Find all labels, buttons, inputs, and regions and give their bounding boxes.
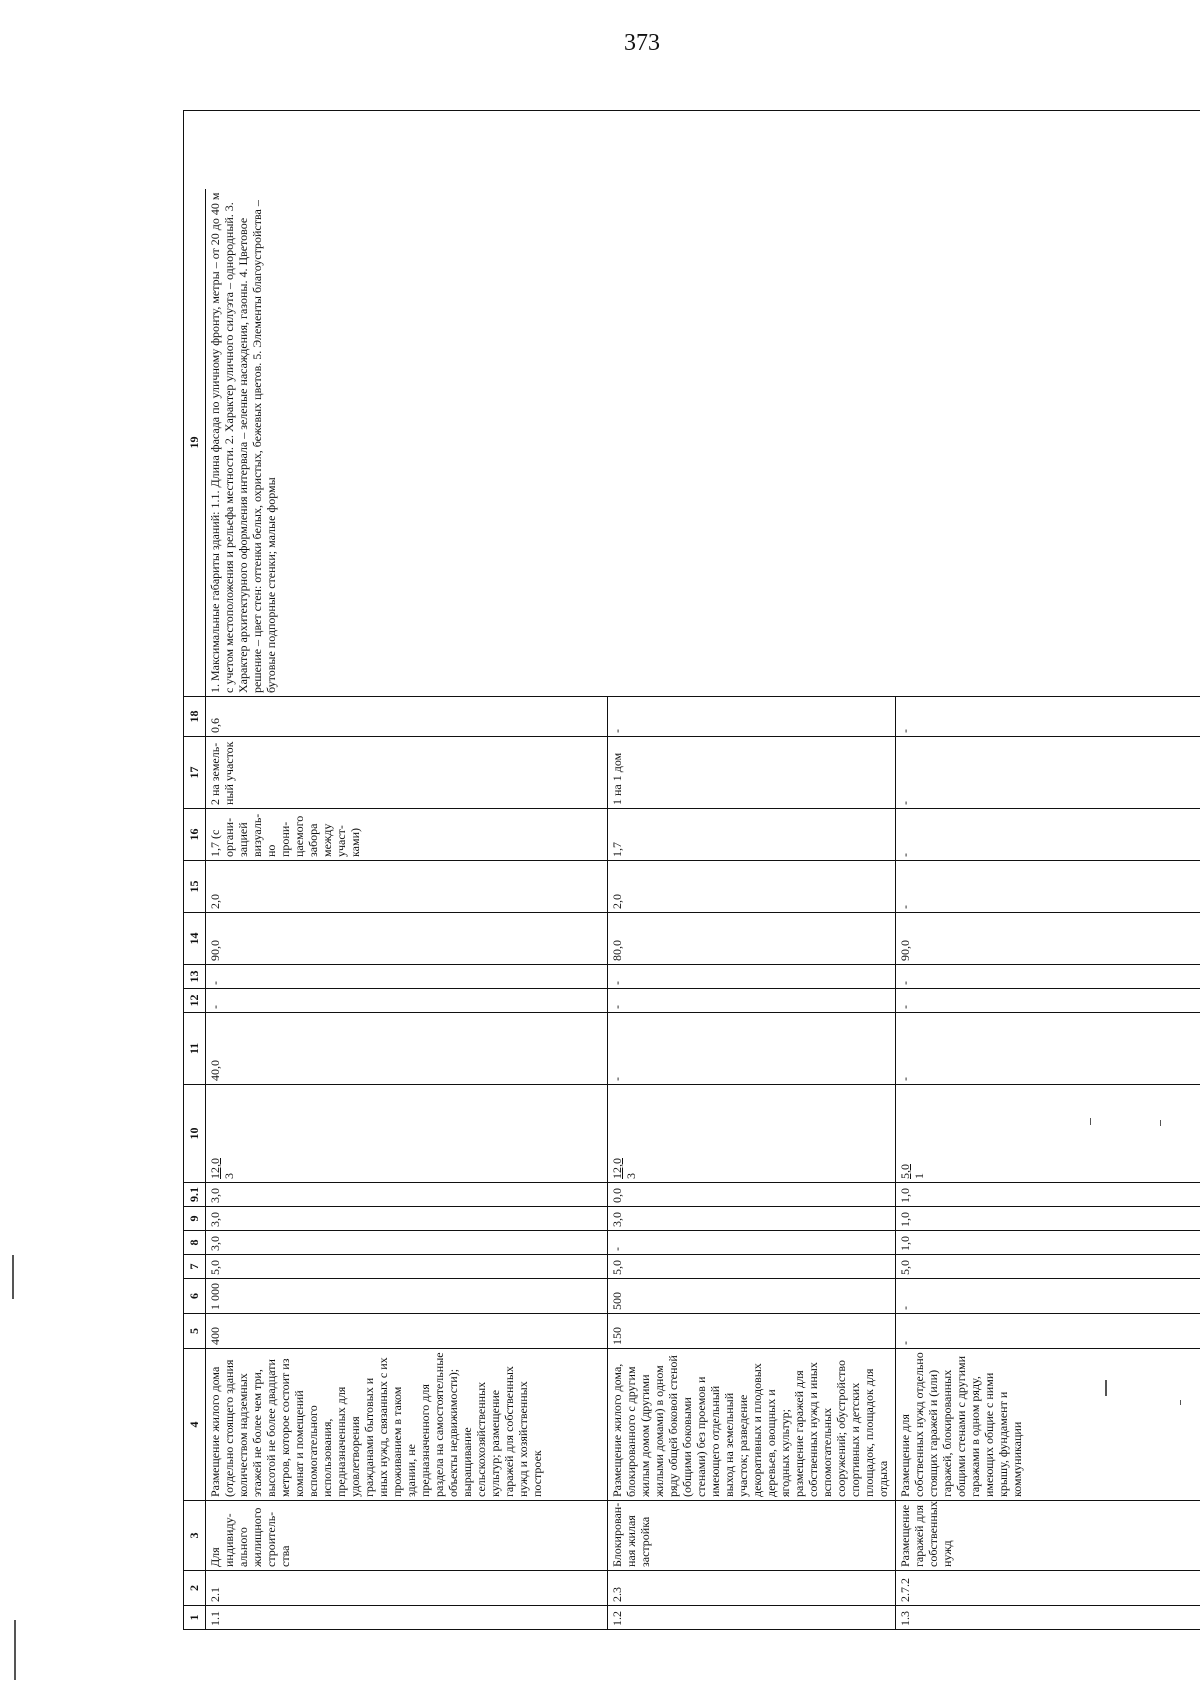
table-cell-c8: - [608, 1230, 896, 1254]
table-cell-c5: - [896, 1313, 1200, 1348]
fraction-denominator: 3 [222, 1173, 236, 1179]
header-cell: 12 [184, 988, 206, 1012]
table-cell-c1: 1.1 [206, 1605, 608, 1629]
table-cell-c2: 2.1 [206, 1570, 608, 1605]
table-cell-c17: 1 на 1 дом [608, 736, 896, 808]
table-cell-c5: 400 [206, 1313, 608, 1348]
table-cell-c7: 5,0 [206, 1254, 608, 1278]
header-cell: 15 [184, 860, 206, 912]
table-cell-c91: 3,0 [206, 1182, 608, 1206]
table-cell-c15: 2,0 [608, 860, 896, 912]
fraction-denominator: 1 [912, 1173, 926, 1179]
table-cell-c16: 1,7 [608, 808, 896, 860]
table-cell-c6: - [896, 1278, 1200, 1313]
table-cell-c9: 3,0 [608, 1206, 896, 1230]
header-cell: 2 [184, 1570, 206, 1605]
header-cell: 14 [184, 912, 206, 964]
header-cell: 7 [184, 1254, 206, 1278]
table-cell-c11: 40,0 [206, 1012, 608, 1084]
scan-artifact [12, 1255, 14, 1299]
table-cell-c3: Блокирован-ная жилая застройка [608, 1500, 896, 1570]
scan-artifact [1180, 1400, 1181, 1405]
table-cell-c13: - [608, 964, 896, 988]
table-cell-c18: - [896, 696, 1200, 736]
table-cell-c2: 2.3 [608, 1570, 896, 1605]
rotated-table [183, 110, 1200, 1630]
scan-artifact [14, 1620, 16, 1680]
table-cell-c18: 0,6 [206, 696, 608, 736]
scan-artifact [1105, 1380, 1107, 1396]
table-cell-c14: 90,0 [206, 912, 608, 964]
header-cell: 6 [184, 1278, 206, 1313]
table-cell-c4: Размещение жилого дома, блокированного с другим жилым домом (другими жилыми домами) в одном ряду общей боковой стеной (общими боковыми стенами) без проемов и имеющего отдельный выход на земельный участок; разведение декоративных и плодовых деревьев, овощных и ягодных культур; размещение гаражей для собственных нужд и иных вспомогательных сооружений; обустройство спортивных и детских площадок, площадок для отдыха [608, 1348, 896, 1500]
table-cell-c8: 3,0 [206, 1230, 608, 1254]
regulations-table [183, 110, 1200, 1630]
header-cell: 11 [184, 1012, 206, 1084]
header-cell: 13 [184, 964, 206, 988]
scan-artifact [1160, 1120, 1161, 1126]
header-cell: 3 [184, 1500, 206, 1570]
table-cell-c16: - [896, 808, 1200, 860]
table-cell-c91: 0,0 [608, 1182, 896, 1206]
table-cell-c15: - [896, 860, 1200, 912]
table-cell-c18: - [608, 696, 896, 736]
table-cell-c3: Размещение гаражей для собственных нужд [896, 1500, 1200, 1570]
table-cell-c12: - [896, 988, 1200, 1012]
header-cell: 18 [184, 696, 206, 736]
table-cell-c16: 1,7 (с органи-зацией визуаль-но прони-цаемого забора между участ-ками) [206, 808, 608, 860]
table-cell-c19-note: 1. Максимальные габариты зданий: 1.1. Длина фасада по уличному фронту, метры – от 20 до 40 м с учетом местоположения и рельефа местности. 2. Характер уличного силуэта – однородный. 3. Характер архитектурного оформления интервала – зеленые насаждения, газоны. 4. Цветовое решение – цвет стен: оттенки белых, охристых, бежевых цветов. 5. Элементы благоустройства – бутовые подпорные стенки; малые формы [208, 192, 278, 693]
table-cell-c4: Размещение жилого дома (отдельно стоящего здания количеством надземных этажей не более чем три, высотой не более двадцати метров, которое состоит из комнат и помещений вспомогательного использования, предназначенных для удовлетворения гражданами бытовых и иных нужд, связанных с их проживанием в таком здании, не предназначенного для раздела на самостоятельные объекты недвижимости); выращивание сельскохозяйственных культур; размещение гаражей для собственных нужд и хозяйственных построек [206, 1348, 608, 1500]
header-cell: 19 [184, 189, 206, 696]
header-cell: 8 [184, 1230, 206, 1254]
table-cell-c91: 1,0 [896, 1182, 1200, 1206]
table-cell-c14: 90,0 [896, 912, 1200, 964]
page-number: 373 [624, 30, 660, 56]
table-cell-c17: 2 на земель-ный участок [206, 736, 608, 808]
table-cell-c13: - [896, 964, 1200, 988]
table-cell-c10-fraction [608, 1084, 896, 1182]
table-cell-c1: 1.3 [896, 1605, 1200, 1629]
table-cell-c6: 1 000 [206, 1278, 608, 1313]
header-cell: 17 [184, 736, 206, 808]
fraction-denominator: 3 [624, 1173, 638, 1179]
header-cell: 10 [184, 1084, 206, 1182]
table-cell-c9: 3,0 [206, 1206, 608, 1230]
table-cell-c17: - [896, 736, 1200, 808]
table-cell-c11: - [896, 1012, 1200, 1084]
fraction-numerator: 12,0 [208, 1158, 222, 1179]
header-cell: 5 [184, 1313, 206, 1348]
table-cell-c8: 1,0 [896, 1230, 1200, 1254]
table-cell-c13: - [206, 964, 608, 988]
scan-artifact [1090, 1118, 1091, 1125]
table-cell-c1: 1.2 [608, 1605, 896, 1629]
table-cell-c12: - [608, 988, 896, 1012]
table-cell-c10-fraction [896, 1084, 1200, 1182]
table-cell-c7: 5,0 [608, 1254, 896, 1278]
header-cell: 1 [184, 1605, 206, 1629]
table-cell-c7: 5,0 [896, 1254, 1200, 1278]
table-cell-c9: 1,0 [896, 1206, 1200, 1230]
table-cell-c12: - [206, 988, 608, 1012]
table-cell-c15: 2,0 [206, 860, 608, 912]
fraction-numerator: 12,0 [610, 1158, 624, 1179]
header-cell: 16 [184, 808, 206, 860]
header-cell: 4 [184, 1348, 206, 1500]
header-cell: 9.1 [184, 1182, 206, 1206]
header-cell: 9 [184, 1206, 206, 1230]
table-cell-c10-fraction [206, 1084, 608, 1182]
fraction-numerator: 5,0 [898, 1164, 912, 1179]
table-cell-c11: - [608, 1012, 896, 1084]
table-cell-c6: 500 [608, 1278, 896, 1313]
table-cell-c14: 80,0 [608, 912, 896, 964]
table-cell-c5: 150 [608, 1313, 896, 1348]
table-cell-c4: Размещение для собственных нужд отдельно стоящих гаражей и (или) гаражей, блокированных общими стенами с другими гаражами в одном ряду, имеющих общие с ними крышу, фундамент и коммуникации [896, 1348, 1200, 1500]
table-cell-c3: Для индивиду-ального жилищного строитель-ства [206, 1500, 608, 1570]
table-cell-c2: 2.7.2 [896, 1570, 1200, 1605]
